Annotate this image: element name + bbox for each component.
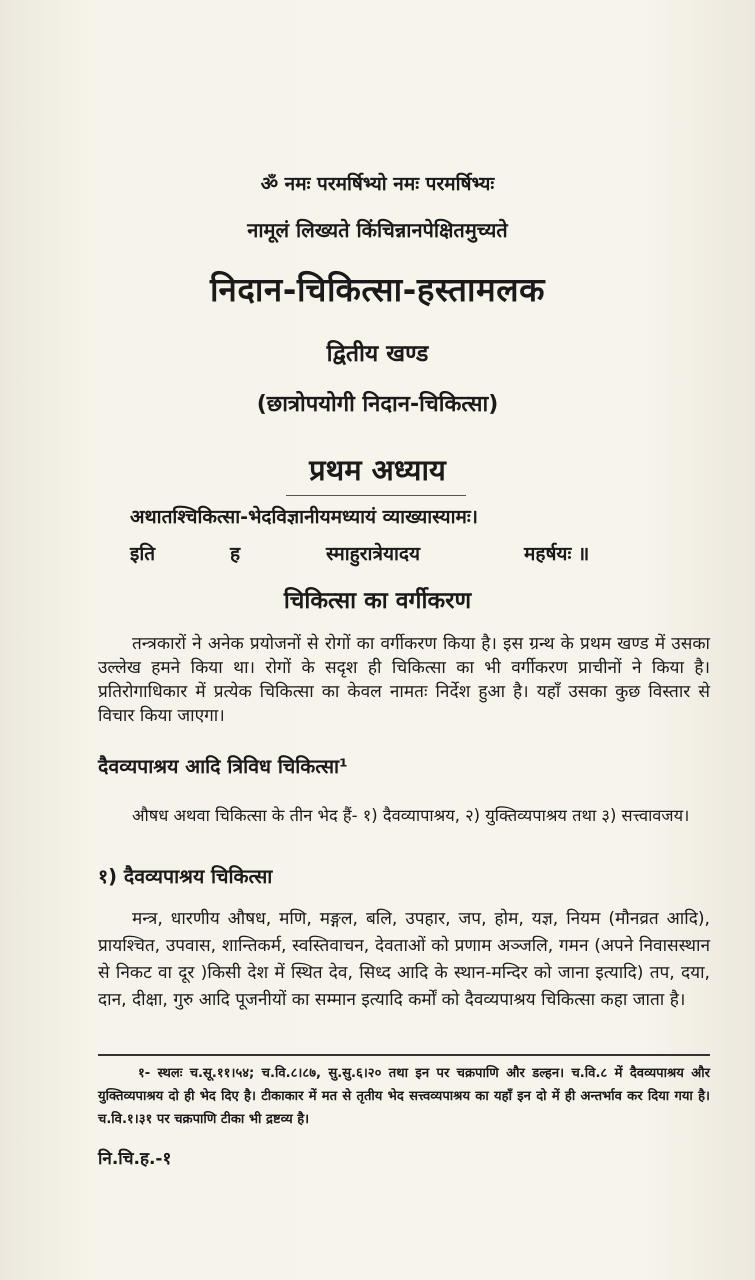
chapter-underline — [286, 495, 466, 496]
book-title: निदान-चिकित्सा-हस्तामलक — [210, 270, 545, 309]
sutra-word: ह — [230, 543, 241, 565]
part-subtitle: (छात्रोपयोगी निदान-चिकित्सा) — [256, 392, 499, 417]
paragraph-daivavyapashraya: मन्त्र, धारणीय औषध, मणि, मङ्गल, बलि, उपहार, जप, होम, यज्ञ, नियम (मौनव्रत आदि), प्रायश्चित, उपवास, शान्तिकर्म, स्वस्तिवाचन, देवताओं को प्रणाम अञ्जलि, गमन (अपने निवासस्थान से निकट वा दूर )किसी देश में स्थित देव, सिध्द आदि के स्थान-मन्दिर को जाना इत्यादि) तप, दया, दान, दीक्षा, गुरु आदि पूजनीयों का सम्मान इत्यादि कर्मों को दैवव्यपाश्रय चिकित्सा कहा जाता है। — [98, 909, 710, 1010]
paragraph-intro: तन्त्रकारों ने अनेक प्रयोजनों से रोगों का वर्गीकरण किया है। इस ग्रन्थ के प्रथम खण्ड में उसका उल्लेख हमने किया था। रोगों के सदृश ही चिकित्सा का भी वर्गीकरण प्राचीनों ने किया है। प्रतिरोगाधिकार में प्रत्येक चिकित्सा का केवल नामतः निर्देश हुआ है। यहाँ उसका कुछ विस्तार से विचार किया जाएगा। — [98, 634, 710, 726]
subheading-threefold-therapy: दैवव्यपाश्रय आदि त्रिविध चिकित्सा¹ — [98, 755, 348, 778]
sutra-line-1: अथातश्चिकित्सा-भेदविज्ञानीयमध्यायं व्याख्यास्यामः। — [130, 506, 478, 528]
sutra-word: इति — [130, 543, 156, 565]
sutra-word: स्माहुरात्रेयादय — [326, 543, 420, 565]
subheading-daivavyapashraya: १) दैवव्यपाश्रय चिकित्सा — [98, 865, 273, 888]
invocation-line: ॐ नमः परमर्षिभ्यो नमः परमर्षिभ्यः — [260, 173, 495, 195]
subtitle-line: नामूलं लिख्यते किंचिन्नानपेक्षितमुच्यते — [247, 218, 508, 242]
page-signature: नि.चि.ह.-१ — [98, 1149, 172, 1169]
section-title: चिकित्सा का वर्गीकरण — [283, 588, 472, 614]
sutra-word: महर्षयः ॥ — [524, 543, 590, 565]
chapter-heading: प्रथम अध्याय — [309, 453, 446, 487]
footnote-rule — [98, 1054, 710, 1056]
footnote: १- स्थलः च.सू.११।५४; च.वि.८।८७, सु.सु.६।२० तथा इन पर चक्रपाणि और डल्हन। च.वि.८ में दैवव्यपाश्रय और युक्तिव्यपाश्रय दो ही भेद दिए है। टीकाकार में मत से तृतीय भेद सत्त्वव्यपाश्रय का यहाँ इन दो में ही अन्तर्भाव कर दिया गया है। च.वि.१।३१ पर चक्रपाणि टीका भी द्रष्टव्य है। — [98, 1066, 710, 1127]
part-heading: द्वितीय खण्ड — [326, 341, 429, 367]
paragraph-three-types: औषध अथवा चिकित्सा के तीन भेद हैं- १) दैवव्यापाश्रय, २) युक्तिव्यपाश्रय तथा ३) सत्त्वावजय। — [132, 806, 690, 825]
